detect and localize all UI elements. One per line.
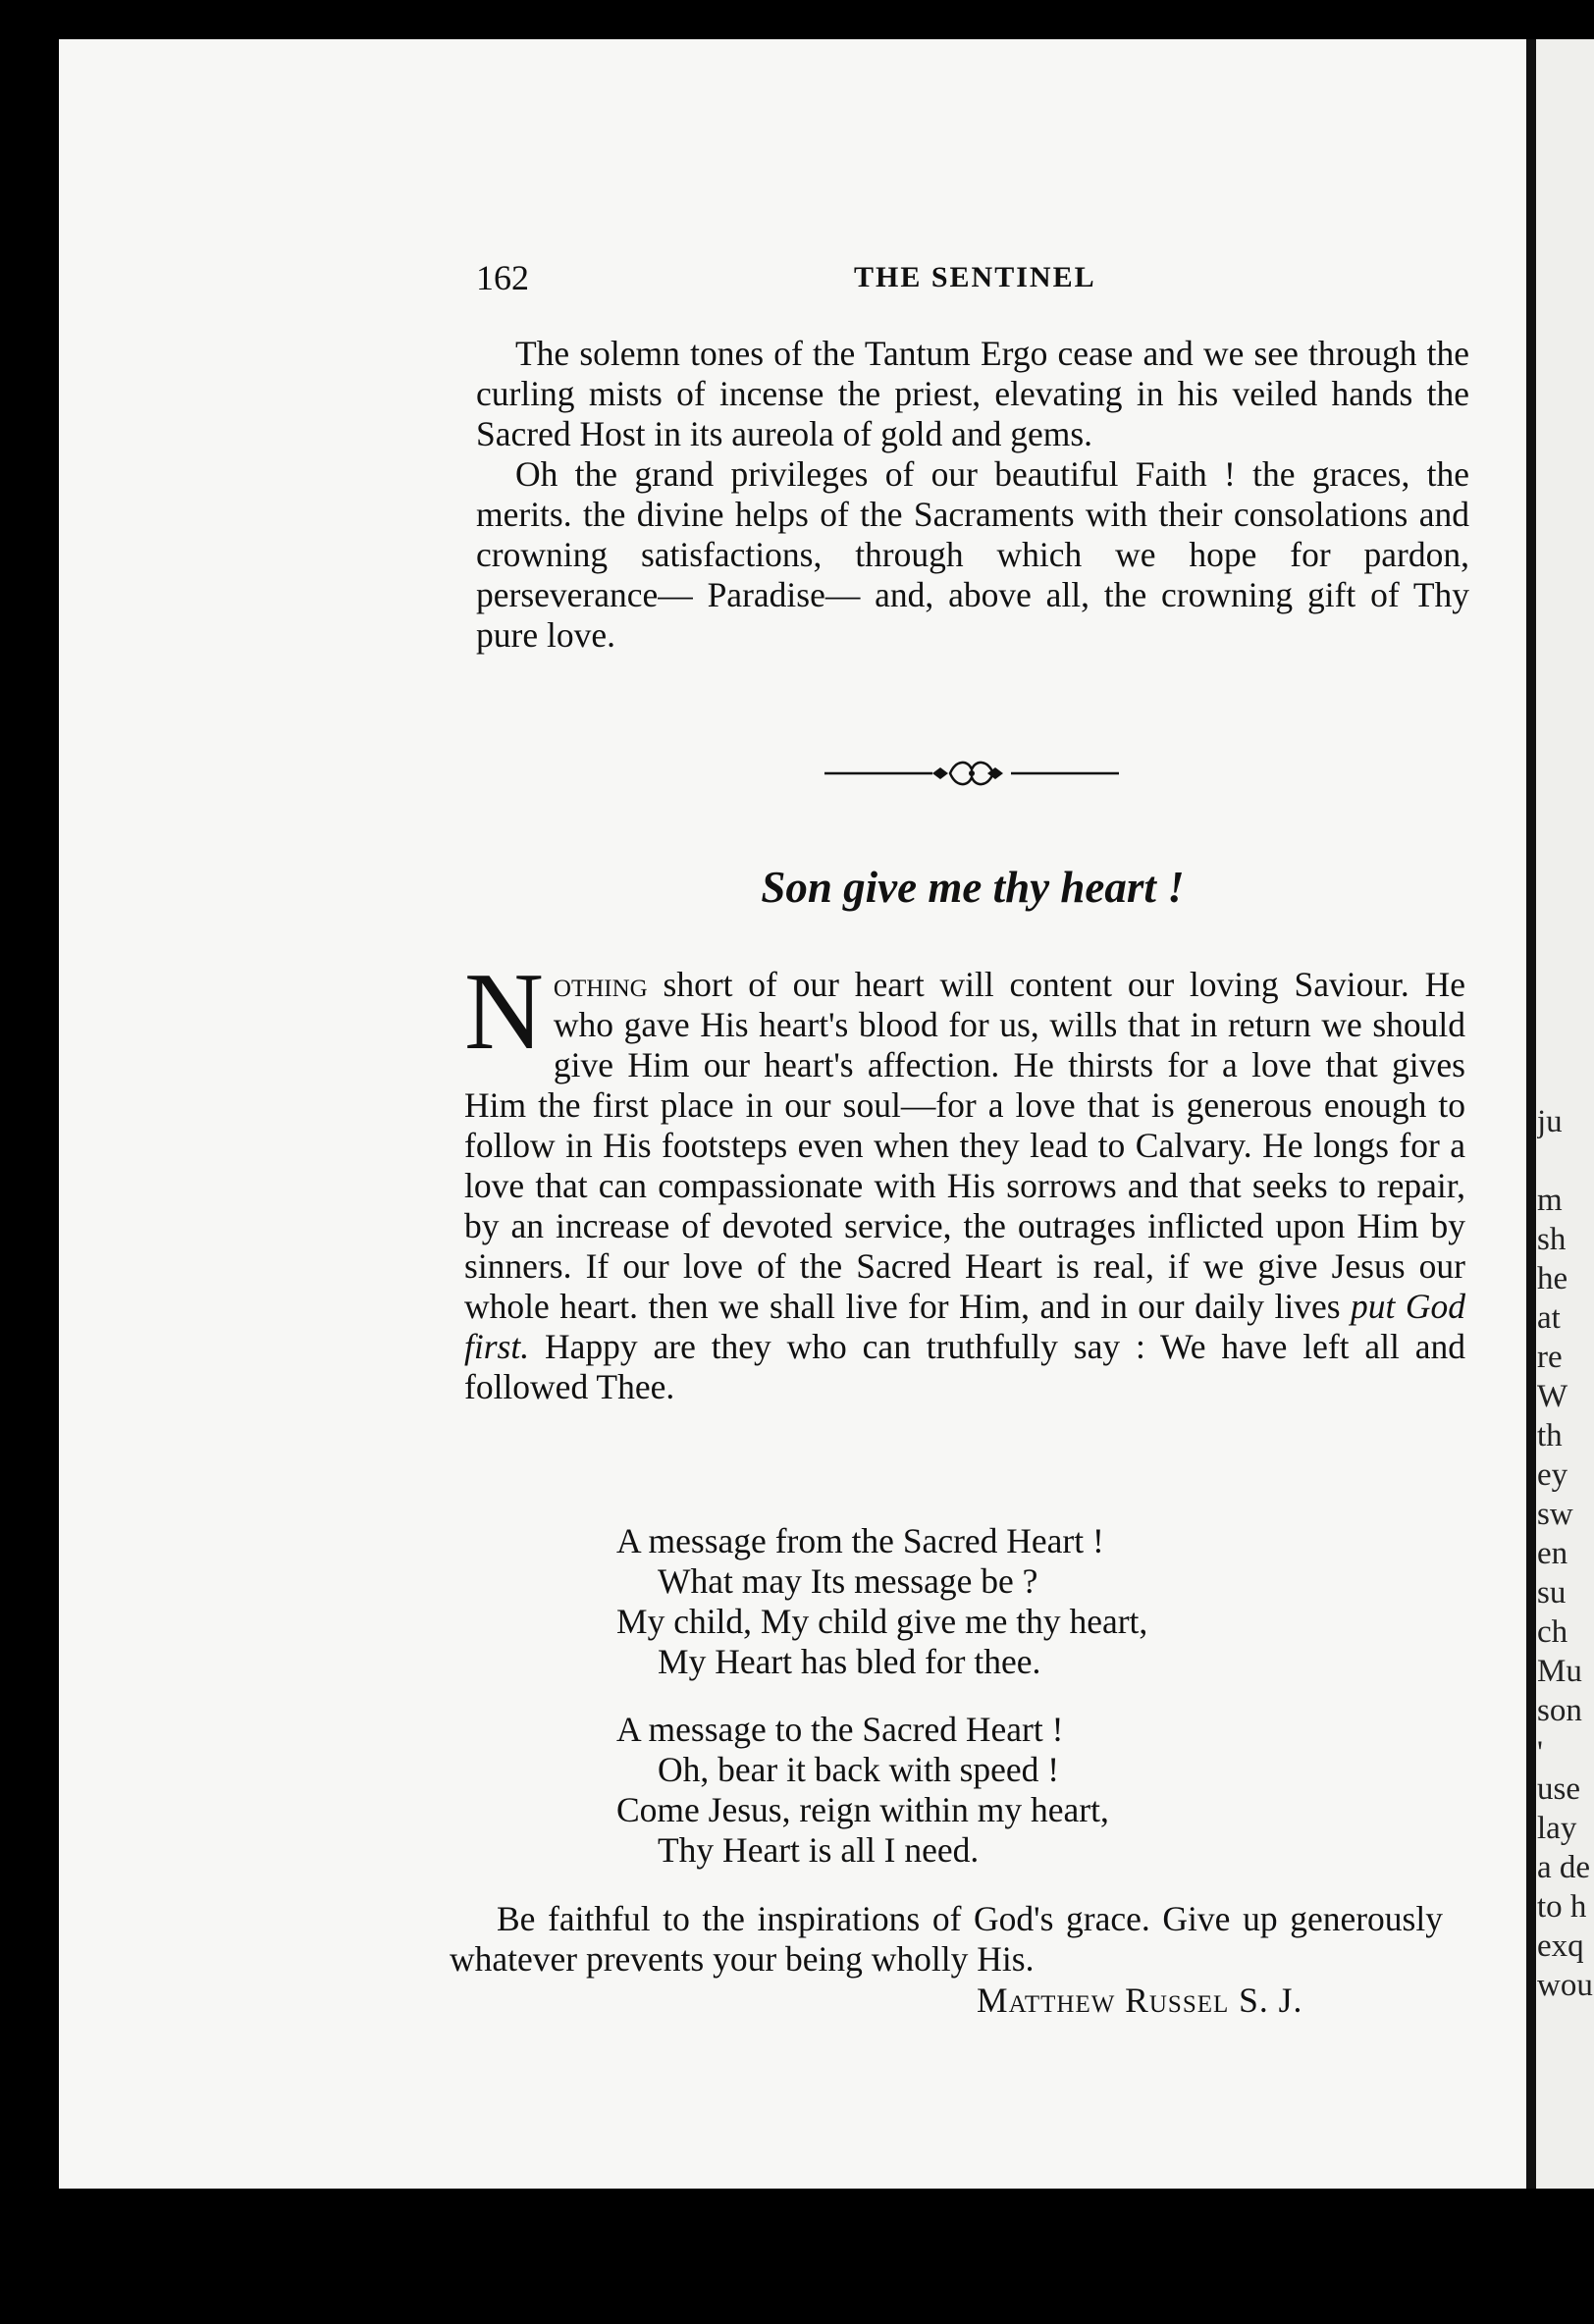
poem-line: My child, My child give me thy heart, [616,1602,1148,1641]
article-title: Son give me thy heart ! [761,863,1185,912]
facing-page-fragment: Mu [1537,1654,1582,1689]
running-head: THE SENTINEL [854,261,1096,293]
lead-small-caps: othing [553,965,648,1004]
page-header [476,257,1458,306]
poem-line: Oh, bear it back with speed ! [658,1750,1060,1789]
facing-page-fragment: to h [1537,1889,1587,1925]
poem-line: Thy Heart is all I need. [658,1830,980,1870]
poem-line: Come Jesus, reign within my heart, [616,1790,1109,1829]
facing-page-fragment: re [1537,1340,1563,1375]
poem-line: A message to the Sacred Heart ! [616,1710,1064,1749]
poem-stanza-1 [616,1521,1147,1682]
closing-text: Be faithful to the inspirations of God's grace. Give up generously whatever prevents your being wholly His. [450,1899,1443,1979]
facing-page-fragment: use [1537,1771,1580,1807]
facing-page-fragment: wou [1537,1968,1593,2003]
poem-line: A message from the Sacred Heart ! [616,1521,1104,1560]
author-signature: Matthew Russel S. J. [977,1981,1303,2020]
facing-page-fragment: a de [1537,1850,1591,1885]
facing-page-fragment: ch [1537,1614,1568,1650]
facing-page-fragment: he [1537,1261,1568,1296]
facing-page-fragment: son [1537,1693,1582,1728]
facing-page-fragment: at [1537,1300,1561,1336]
body-text: short of our heart will content our loving Saviour. He who gave His heart's blood for us, wills that in return we should give Him our heart's affection. He thirsts for a love that gives Him the first place in our soul—for a love that is generous enough to follow in His footsteps even when they lead to Calvary. He longs for a love that can compassionate with His sorrows and that seeks to repair, by an increase of devoted service, the outrages inflicted upon Him by sinners. If our love of the Sacred Heart is real, if we give Jesus our whole heart. then we shall live for Him, and in our daily lives [464,965,1465,1326]
facing-page-fragment: lay [1537,1811,1577,1846]
article-body [464,951,1465,1407]
page-number: 162 [476,258,529,297]
facing-page-fragment: en [1537,1536,1568,1571]
poem-stanza-2 [616,1710,1109,1871]
drop-cap: N [464,951,544,1073]
ornament-divider [824,756,1119,791]
facing-page-fragment: ju [1537,1104,1563,1139]
facing-page-fragment: th [1537,1418,1563,1453]
closing-paragraph [450,1899,1443,1980]
opening-paragraphs [476,334,1469,656]
facing-page-fragment: su [1537,1575,1567,1611]
paragraph-2: Oh the grand privileges of our beautiful Faith ! the graces, the merits. the divine helps of the Sacraments with their consolations and crowning satisfactions, through which we hope for pardon, perseverance— Paradise— and, above all, the crowning gift of Thy pure love. [476,454,1469,655]
facing-page-fragment: sw [1537,1497,1573,1532]
emphasis-text: put God first. [464,1287,1465,1366]
facing-page-fragment: sh [1537,1222,1567,1257]
body-text-end: Happy are they who can truthfully say : We have left all and followed Thee. [464,1327,1465,1406]
facing-page-fragment: ' [1537,1735,1543,1770]
paragraph-1: The solemn tones of the Tantum Ergo cease and we see through the curling mists of incense the priest, elevating in his veiled hands the Sacred Host in its aureola of gold and gems. [476,334,1469,453]
poem-line: What may Its message be ? [658,1561,1038,1601]
facing-page-fragment: m [1537,1183,1563,1218]
facing-page-fragment: W [1537,1379,1568,1414]
poem-line: My Heart has bled for thee. [658,1642,1041,1681]
facing-page-fragment: exq [1537,1928,1584,1964]
facing-page-fragment: ey [1537,1457,1568,1493]
